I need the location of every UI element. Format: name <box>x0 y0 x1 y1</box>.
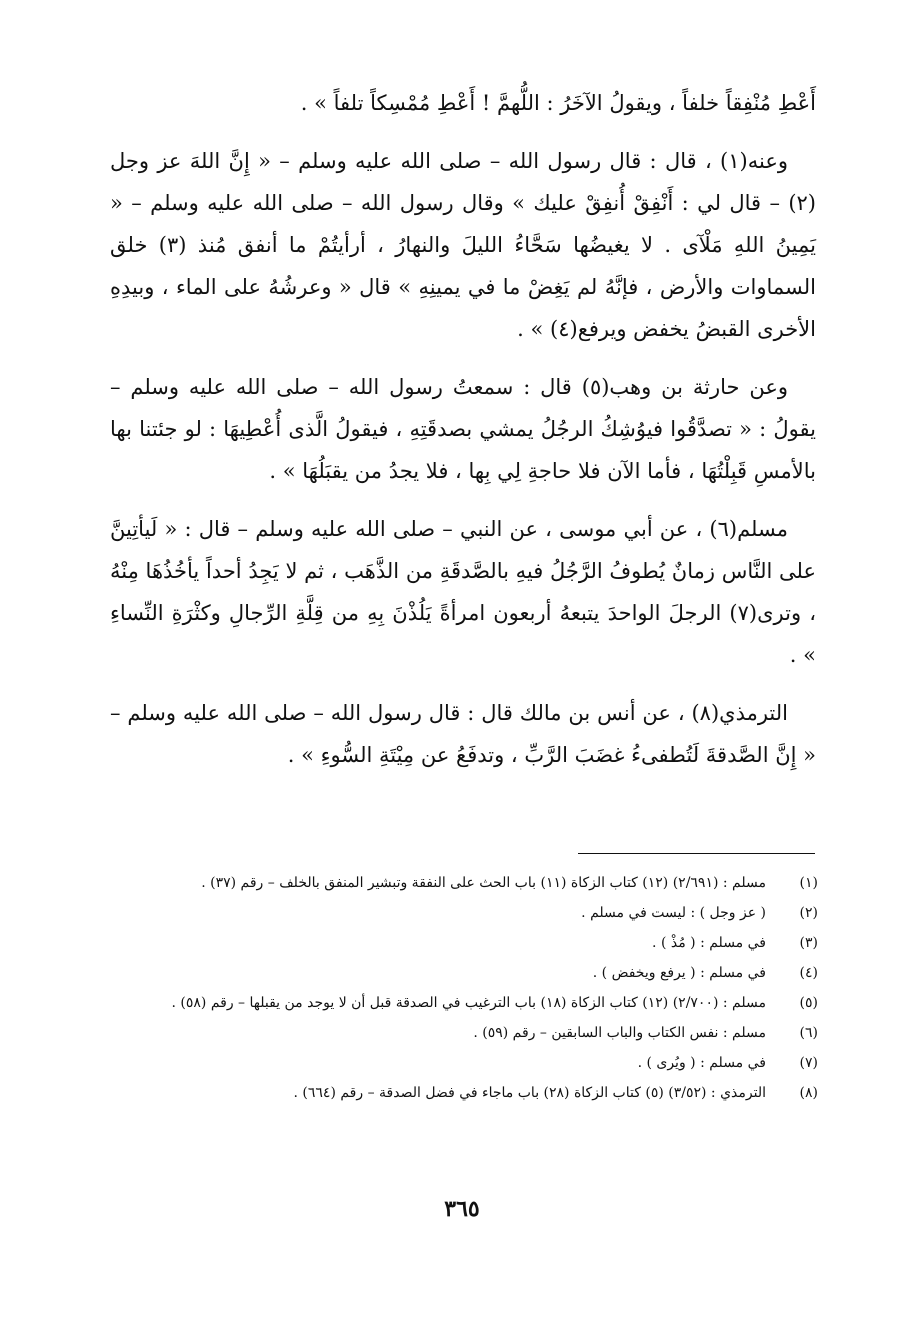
footnote-number: (٢) <box>799 905 818 921</box>
footnotes <box>110 872 818 1112</box>
footnote <box>110 1082 818 1104</box>
footnote-number: (٣) <box>799 935 818 951</box>
footnote-text: مسلم : (٢/٧٠٠) (١٢) كتاب الزكاة (١٨) باب الترغيب في الصدقة قبل أن لا يوجد من يقبلها – رقم (٥٨) . <box>171 995 766 1011</box>
footnote <box>110 932 818 954</box>
footnote-number: (٨) <box>799 1085 818 1101</box>
footnote-text: ( عز وجل ) : ليست في مسلم . <box>581 905 766 921</box>
footnote-text: في مسلم : ( يرفع ويخفض ) . <box>592 965 766 981</box>
footnote-number: (٦) <box>799 1025 818 1041</box>
paragraph-hadith-3: مسلم(٦) ، عن أبي موسى ، عن النبي – صلى الله عليه وسلم – قال : « لَيأتِينَّ على النَّاس زمانٌ يُطوفُ الرَّجُلُ فيهِ بالصَّدقَةِ من الذَّهَب ، ثم لا يَجِدُ أحداً يأخُذُهَا مِنْهُ ، وترى(٧) الرجلَ الواحدَ يتبعهُ أربعون امرأةً يَلُذْنَ بِهِ من قِلَّةِ الرِّجالِ وكثْرَةِ النِّساءِ » . <box>110 517 816 667</box>
footnote-text: الترمذي : (٣/٥٢) (٥) كتاب الزكاة (٢٨) باب ماجاء في فضل الصدقة – رقم (٦٦٤) . <box>293 1085 766 1101</box>
footnote-text: في مسلم : ( ويُرى ) . <box>637 1055 766 1071</box>
footnote-text: مسلم : نفس الكتاب والباب السابقين – رقم (٥٩) . <box>473 1025 766 1041</box>
footnote-number: (١) <box>799 875 818 891</box>
footnote <box>110 902 818 924</box>
paragraph-hadith-4: الترمذي(٨) ، عن أنس بن مالك قال : قال رسول الله – صلى الله عليه وسلم – « إِنَّ الصَّدقةَ لَتُطفىءُ غضَبَ الرَّبِّ ، وتدفَعُ عن مِيْتَةِ السُّوءِ » . <box>110 701 816 767</box>
paragraph-hadith-2: وعن حارثة بن وهب(٥) قال : سمعتُ رسول الله – صلى الله عليه وسلم – يقولُ : « تصدَّقُوا فيوُشِكُ الرجُلُ يمشي بصدقَتِهِ ، فيقولُ الَّذى أُعْطِيهَا : لو جئتنا بها بالأمسِ قَبِلْتُهَا ، فأما الآن فلا حاجةِ لِي بِها ، فلا يجدُ من يقبَلُهَا » . <box>110 375 816 483</box>
footnote-separator <box>578 853 815 854</box>
footnote <box>110 872 818 894</box>
page-number: ٣٦٥ <box>444 1196 480 1222</box>
footnote-number: (٧) <box>799 1055 818 1071</box>
footnote-text: في مسلم : ( مُذْ ) . <box>652 935 766 951</box>
footnote <box>110 962 818 984</box>
paragraph-continuation: أَعْطِ مُنْفِقاً خلفاً ، ويقولُ الآخَرُ : اللُّهمَّ ! أَعْطِ مُمْسِكاً تلفاً » . <box>300 91 816 115</box>
footnote-text: مسلم : (٢/٦٩١) (١٢) كتاب الزكاة (١١) باب الحث على النفقة وتبشير المنفق بالخلف – رقم (٣٧) . <box>201 875 766 891</box>
footnote <box>110 1022 818 1044</box>
main-text <box>110 82 816 792</box>
footnote <box>110 1052 818 1074</box>
footnote <box>110 992 818 1014</box>
footnote-number: (٤) <box>799 965 818 981</box>
footnote-number: (٥) <box>799 995 818 1011</box>
paragraph-hadith-1: وعنه(١) ، قال : قال رسول الله – صلى الله عليه وسلم – « إِنَّ اللهَ عز وجل (٢) – قال لي : أَنْفِقْ أُنفِقْ عليك » وقال رسول الله – صلى الله عليه وسلم – « يَمِينُ اللهِ مَلْآى . لا يغيضُها سَحَّاءُ الليلَ والنهارُ ، أرأيتُمْ ما أنفق مُنذ (٣) خلق السماوات والأرض ، فإنَّهُ لم يَغِضْ ما في يمينِهِ » قال « وعرشُهُ على الماء ، وبيدِهِ الأخرى القبضُ يخفض ويرفع(٤) » . <box>110 149 816 341</box>
